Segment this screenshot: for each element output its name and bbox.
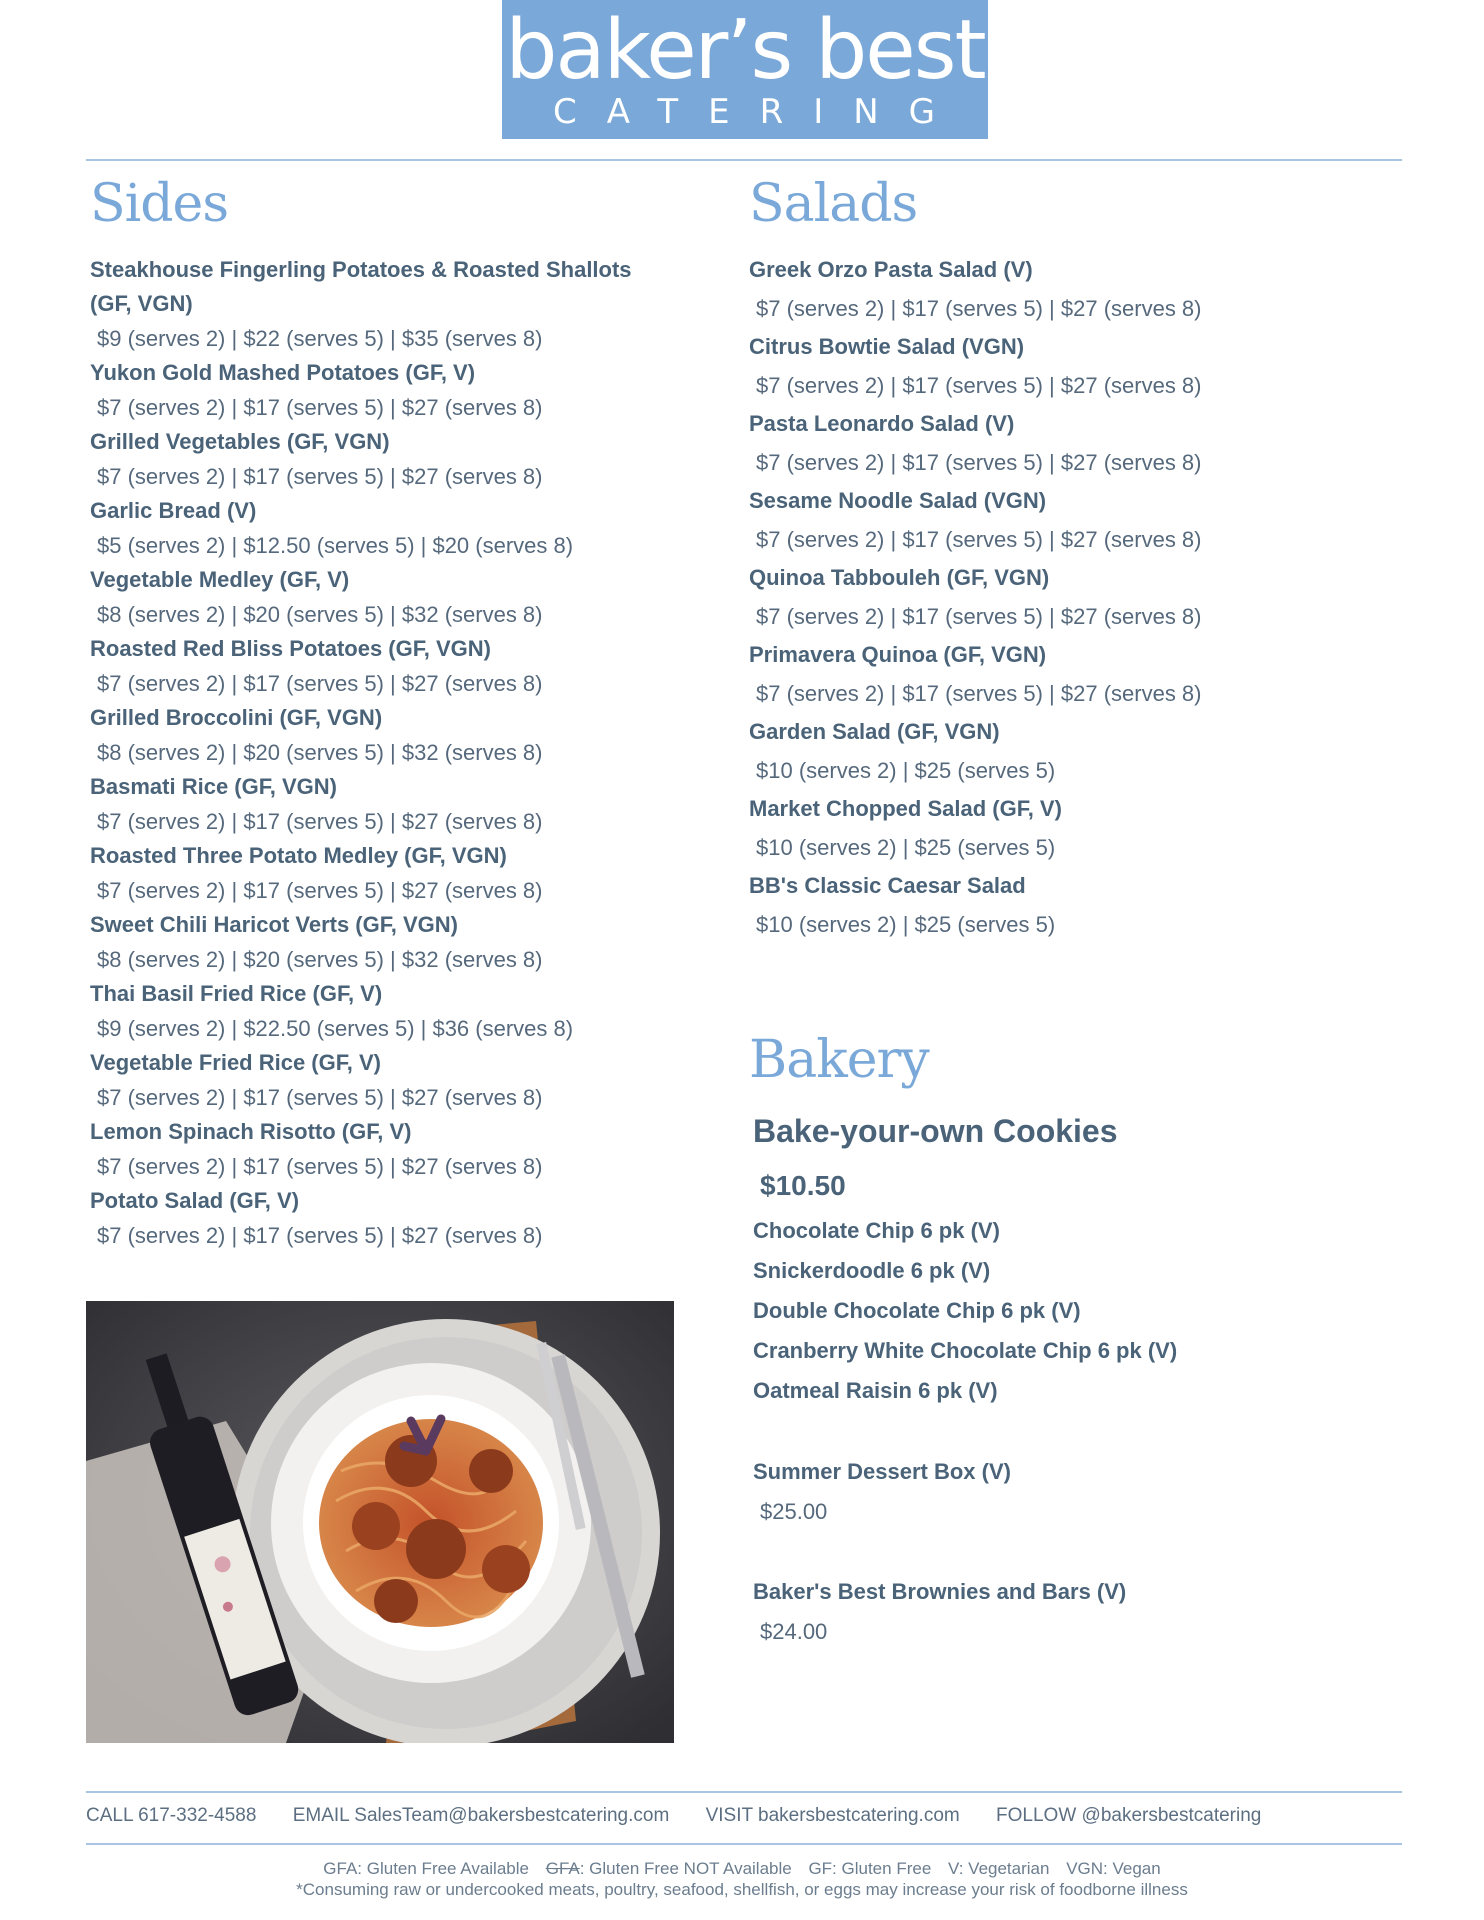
menu-item-name: Roasted Three Potato Medley (GF, VGN) [90,843,507,868]
menu-item-price: $7 (serves 2) | $17 (serves 5) | $27 (serves 8) [756,527,1202,552]
menu-item-name: Quinoa Tabbouleh (GF, VGN) [749,565,1050,590]
logo-subtitle: CATERING [552,92,966,132]
menu-item-price: $9 (serves 2) | $22 (serves 5) | $35 (serves 8) [97,326,543,351]
email-link[interactable]: EMAIL SalesTeam@bakersbestcatering.com [292,1805,670,1826]
legend-gfa [323,1859,529,1878]
menu-item-price: $7 (serves 2) | $17 (serves 5) | $27 (serves 8) [756,296,1202,321]
cookie-item: Double Chocolate Chip 6 pk (V) [753,1298,1081,1323]
cookies-heading: Bake-your-own Cookies [753,1113,1118,1149]
menu-item [749,868,1399,945]
dessert-box-name: Summer Dessert Box (V) [753,1459,1011,1484]
menu-item-name: Primavera Quinoa (GF, VGN) [749,642,1047,667]
brand-logo [502,0,988,139]
legend-v: V: Vegetarian [948,1859,1050,1878]
menu-item-name: Garlic Bread (V) [90,498,257,523]
menu-item [749,637,1399,714]
menu-item [90,839,660,908]
menu-item [749,329,1399,406]
cookies-price: $10.50 [760,1170,846,1201]
brownies-price: $24.00 [760,1619,828,1644]
menu-item [749,714,1399,791]
menu-item-name: Vegetable Fried Rice (GF, V) [90,1050,381,1075]
menu-item-name: Citrus Bowtie Salad (VGN) [749,334,1025,359]
legend-gfa-abbr: GFA [323,1859,358,1878]
menu-item-name: Grilled Broccolini (GF, VGN) [90,705,383,730]
menu-item-name: Garden Salad (GF, VGN) [749,719,1000,744]
legend-gfa-not-abbr: GFA [545,1859,580,1878]
menu-item-price: $5 (serves 2) | $12.50 (serves 5) | $20 (serves 8) [97,533,574,558]
sides-list [90,253,660,1253]
menu-item-price: $9 (serves 2) | $22.50 (serves 5) | $36 (serves 8) [97,1016,574,1041]
menu-item [90,701,660,770]
menu-item-price: $7 (serves 2) | $17 (serves 5) | $27 (serves 8) [756,604,1202,629]
menu-item-price: $7 (serves 2) | $17 (serves 5) | $27 (serves 8) [97,671,543,696]
dietary-legend [0,1858,1484,1880]
menu-item-name: Yukon Gold Mashed Potatoes (GF, V) [90,360,476,385]
food-photo [86,1301,674,1743]
menu-item [749,791,1399,868]
legend-vgn: VGN: Vegan [1066,1859,1161,1878]
website-link[interactable]: VISIT bakersbestcatering.com [705,1805,960,1826]
menu-item [90,1115,660,1184]
menu-item-price: $10 (serves 2) | $25 (serves 5) [756,912,1056,937]
menu-item-price: $10 (serves 2) | $25 (serves 5) [756,835,1056,860]
menu-item [90,632,660,701]
cookie-item: Chocolate Chip 6 pk (V) [753,1218,1000,1243]
menu-item-name: Pasta Leonardo Salad (V) [749,411,1015,436]
menu-item [90,908,660,977]
menu-item-name: Market Chopped Salad (GF, V) [749,796,1062,821]
menu-item-price: $10 (serves 2) | $25 (serves 5) [756,758,1056,783]
legend-gfa-not-desc: : Gluten Free NOT Available [579,1859,792,1878]
cookies-list [753,1211,1393,1411]
legend-gf: GF: Gluten Free [808,1859,932,1878]
bakery-title: Bakery [749,1030,929,1090]
logo-wordmark: baker’s best [505,3,985,98]
menu-item [90,977,660,1046]
menu-item-price: $8 (serves 2) | $20 (serves 5) | $32 (serves 8) [97,602,543,627]
menu-item-name: Greek Orzo Pasta Salad (V) [749,257,1033,282]
brownies-name: Baker's Best Brownies and Bars (V) [753,1579,1127,1604]
footer-bottom-divider [86,1843,1402,1845]
menu-item-name: Vegetable Medley (GF, V) [90,567,350,592]
footer-contacts [86,1802,1402,1830]
menu-item-price: $7 (serves 2) | $17 (serves 5) | $27 (serves 8) [97,878,543,903]
menu-item-name: Grilled Vegetables (GF, VGN) [90,429,390,454]
menu-item [749,560,1399,637]
menu-item-price: $7 (serves 2) | $17 (serves 5) | $27 (serves 8) [97,1085,543,1110]
dessert-box-price: $25.00 [760,1499,828,1524]
menu-item-price: $7 (serves 2) | $17 (serves 5) | $27 (serves 8) [97,1223,543,1248]
cookie-item: Snickerdoodle 6 pk (V) [753,1258,991,1283]
menu-item-price: $8 (serves 2) | $20 (serves 5) | $32 (serves 8) [97,740,543,765]
menu-item-price: $7 (serves 2) | $17 (serves 5) | $27 (serves 8) [97,1154,543,1179]
menu-item [90,494,660,563]
menu-item-price: $7 (serves 2) | $17 (serves 5) | $27 (serves 8) [756,450,1202,475]
salads-list [749,252,1399,945]
menu-item-price: $7 (serves 2) | $17 (serves 5) | $27 (serves 8) [756,681,1202,706]
social-link[interactable]: FOLLOW @bakersbestcatering [996,1805,1262,1826]
menu-item-price: $7 (serves 2) | $17 (serves 5) | $27 (serves 8) [756,373,1202,398]
menu-item [749,252,1399,329]
menu-item [749,483,1399,560]
menu-item [90,356,660,425]
menu-item [90,1046,660,1115]
menu-item-name: Basmati Rice (GF, VGN) [90,774,337,799]
salads-title: Salads [749,174,918,234]
menu-item-price: $8 (serves 2) | $20 (serves 5) | $32 (serves 8) [97,947,543,972]
food-safety-disclaimer: *Consuming raw or undercooked meats, poultry, seafood, shellfish, or eggs may increase your risk of foodborne illness [296,1880,1188,1899]
menu-item [90,563,660,632]
menu-item [90,253,660,356]
menu-item [90,770,660,839]
legend-gfa-desc: : Gluten Free Available [357,1859,529,1878]
footer-top-divider [86,1791,1402,1793]
menu-item-price: $7 (serves 2) | $17 (serves 5) | $27 (serves 8) [97,395,543,420]
menu-item-name: Roasted Red Bliss Potatoes (GF, VGN) [90,636,491,661]
menu-item-name: Sesame Noodle Salad (VGN) [749,488,1047,513]
menu-item-name: Sweet Chili Haricot Verts (GF, VGN) [90,912,458,937]
menu-item [90,1184,660,1253]
call-link[interactable]: CALL 617-332-4588 [86,1805,257,1826]
menu-item [90,425,660,494]
menu-item-name: Potato Salad (GF, V) [90,1188,300,1213]
menu-item-name: Steakhouse Fingerling Potatoes & Roasted Shallots (GF, VGN) [90,257,632,316]
cookie-item: Cranberry White Chocolate Chip 6 pk (V) [753,1338,1178,1363]
menu-item [749,406,1399,483]
legend-gfa-not [546,1859,792,1878]
menu-item-price: $7 (serves 2) | $17 (serves 5) | $27 (serves 8) [97,464,543,489]
header-divider [86,159,1402,161]
menu-item-name: Lemon Spinach Risotto (GF, V) [90,1119,412,1144]
sides-title: Sides [90,174,228,234]
menu-item-price: $7 (serves 2) | $17 (serves 5) | $27 (serves 8) [97,809,543,834]
menu-item-name: BB's Classic Caesar Salad [749,873,1026,898]
cookie-item: Oatmeal Raisin 6 pk (V) [753,1378,998,1403]
menu-item-name: Thai Basil Fried Rice (GF, V) [90,981,383,1006]
